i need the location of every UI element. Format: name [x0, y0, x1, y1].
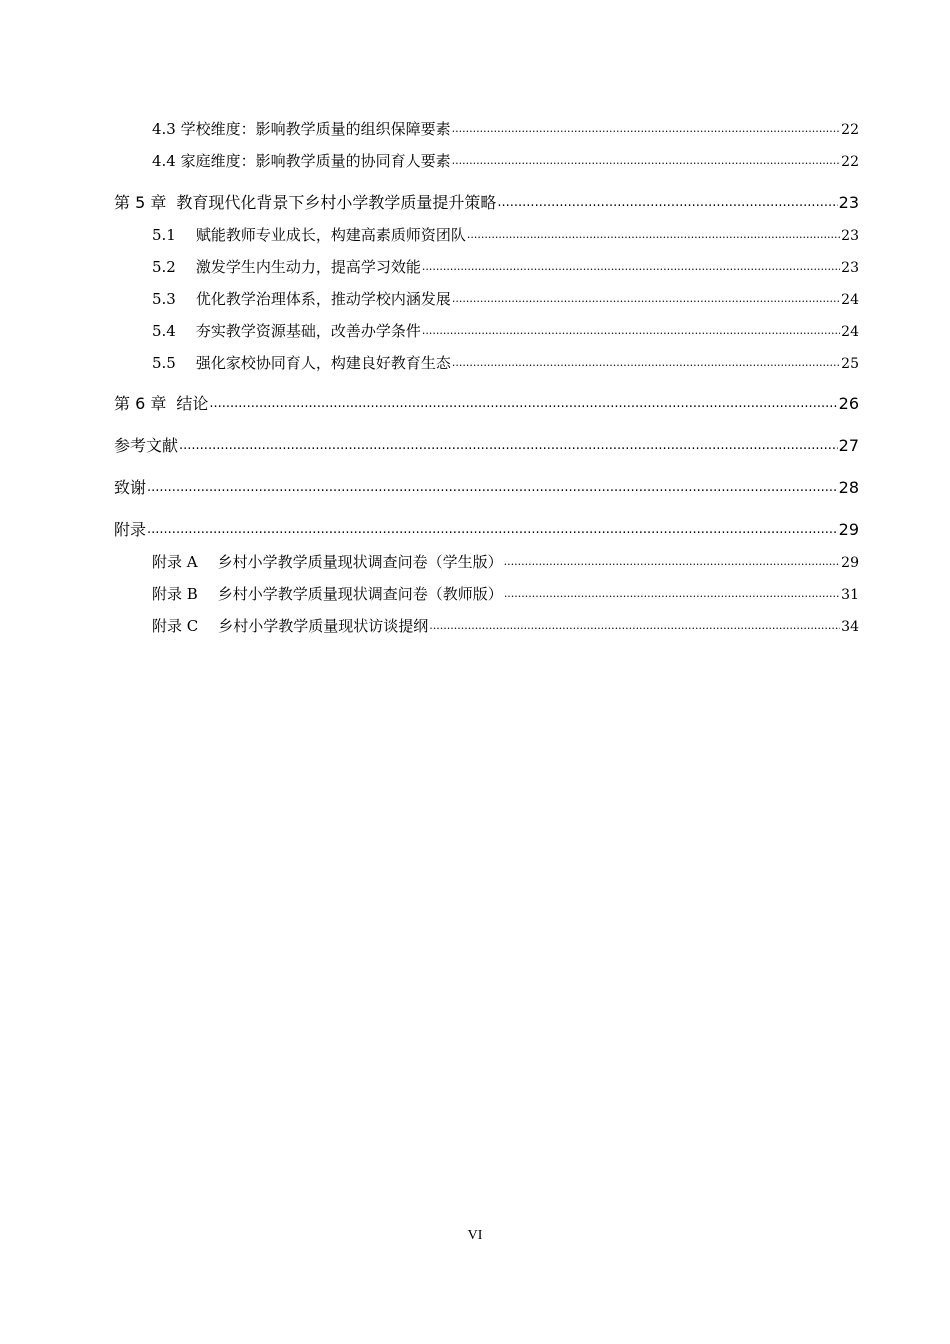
toc-entry-label: 参考文献: [114, 436, 179, 455]
toc-page-number: 24: [841, 292, 859, 308]
toc-page-number: 22: [841, 154, 859, 170]
toc-section-number: 5.1: [152, 226, 176, 244]
toc-entry-label: 教育现代化背景下乡村小学教学质量提升策略: [176, 193, 497, 212]
toc-entry-5-5[interactable]: [114, 352, 859, 374]
toc-entry-label: 赋能教师专业成长，构建高素质师资团队: [195, 226, 466, 244]
dot-leader: [452, 116, 841, 140]
toc-entry-5-3[interactable]: [114, 288, 859, 310]
dot-leader: [422, 254, 840, 278]
toc-entry-5-2[interactable]: [114, 256, 859, 278]
toc-chapter-number: 第 5 章: [114, 193, 167, 212]
toc-entry-chapter-5[interactable]: [114, 192, 859, 214]
dot-leader: [147, 517, 838, 541]
toc-entry-4-3[interactable]: [114, 118, 859, 140]
dot-leader: [209, 391, 837, 415]
toc-page-number: 23: [841, 260, 859, 276]
toc-page-number: 28: [838, 478, 859, 497]
toc-entry-references[interactable]: [114, 435, 859, 457]
dot-leader: [452, 148, 841, 172]
dot-leader: [504, 581, 840, 605]
dot-leader: [497, 190, 837, 214]
toc-entry-label: 4.3 学校维度：影响教学质量的组织保障要素: [152, 120, 451, 138]
toc-entry-appendix-b[interactable]: [114, 583, 859, 605]
toc-section-number: 5.4: [152, 322, 176, 340]
toc-section-number: 5.3: [152, 290, 176, 308]
toc-entry-label: 夯实教学资源基础，改善办学条件: [195, 322, 421, 340]
toc-page-number: 24: [841, 324, 859, 340]
toc-page-number: 23: [838, 193, 859, 212]
toc-section-number: 附录 B: [152, 585, 198, 603]
dot-leader: [467, 222, 840, 246]
toc-entry-appendix-c[interactable]: [114, 615, 859, 637]
toc-entry-label: 激发学生内生动力，提高学习效能: [195, 258, 421, 276]
toc-page-number: 25: [841, 356, 859, 372]
toc-entry-label: 强化家校协同育人，构建良好教育生态: [195, 354, 451, 372]
toc-section-number: 附录 C: [152, 617, 199, 635]
toc-entry-label: 结论: [176, 394, 209, 413]
toc-entry-label: 乡村小学教学质量现状访谈提纲: [218, 617, 429, 635]
toc-page-number: 27: [838, 436, 859, 455]
toc-section-number: 5.5: [152, 354, 176, 372]
toc-entry-label: 4.4 家庭维度：影响教学质量的协同育人要素: [152, 152, 451, 170]
toc-entry-chapter-6[interactable]: [114, 393, 859, 415]
page-footer-number: VI: [467, 1228, 483, 1243]
toc-page-number: 23: [841, 228, 859, 244]
toc-page-number: 29: [841, 555, 859, 571]
dot-leader: [452, 350, 840, 374]
toc-section-number: 附录 A: [152, 553, 198, 571]
dot-leader: [179, 433, 838, 457]
dot-leader: [147, 475, 838, 499]
toc-entry-label: 乡村小学教学质量现状调查问卷（教师版）: [217, 585, 503, 603]
toc-entry-label: 乡村小学教学质量现状调查问卷（学生版）: [217, 553, 503, 571]
dot-leader: [504, 549, 841, 573]
toc-entry-4-4[interactable]: [114, 150, 859, 172]
toc-entry-appendix[interactable]: [114, 519, 859, 541]
toc-entry-label: 优化教学治理体系，推动学校内涵发展: [195, 290, 451, 308]
toc-page-number: 31: [841, 587, 859, 603]
toc-entry-5-4[interactable]: [114, 320, 859, 342]
toc-entry-label: 致谢: [114, 478, 147, 497]
toc-entry-label: 附录: [114, 520, 147, 539]
toc-entry-5-1[interactable]: [114, 224, 859, 246]
toc-page-number: 34: [841, 619, 859, 635]
table-of-contents: [114, 118, 859, 637]
dot-leader: [452, 286, 840, 310]
toc-entry-acknowledgements[interactable]: [114, 477, 859, 499]
toc-page-number: 26: [838, 394, 859, 413]
dot-leader: [429, 613, 840, 637]
toc-section-number: 5.2: [152, 258, 176, 276]
toc-entry-appendix-a[interactable]: [114, 551, 859, 573]
toc-chapter-number: 第 6 章: [114, 394, 167, 413]
toc-page-number: 22: [841, 122, 859, 138]
dot-leader: [422, 318, 840, 342]
toc-page-number: 29: [838, 520, 859, 539]
